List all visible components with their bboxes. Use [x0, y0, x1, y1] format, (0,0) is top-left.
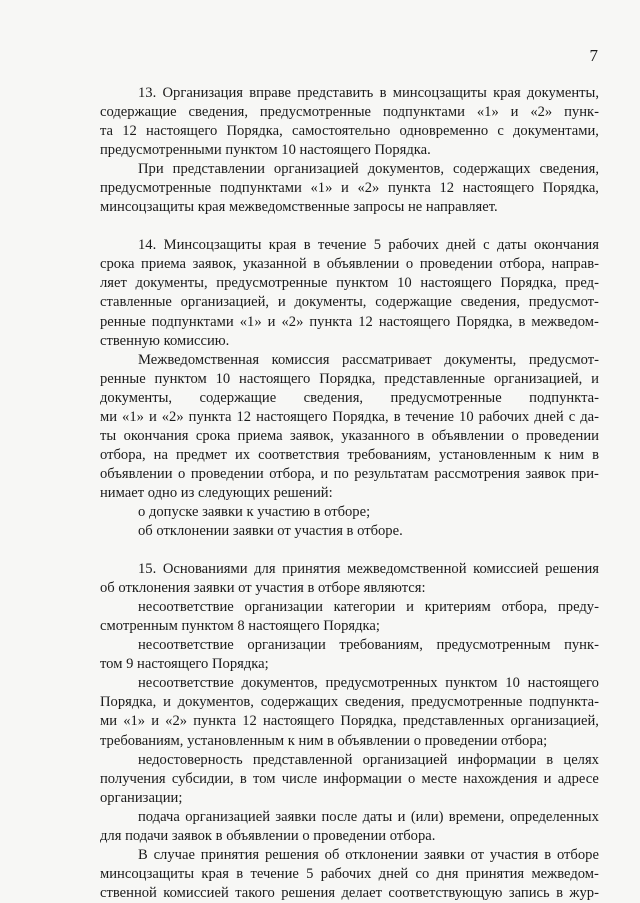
word: комиссией — [473, 561, 539, 578]
word: ми — [100, 408, 118, 425]
word: случае — [153, 846, 195, 863]
word: предмет — [176, 446, 227, 463]
word: направ- — [551, 256, 599, 273]
word: категории — [333, 599, 396, 616]
word: документы, — [100, 389, 173, 406]
word: течение — [317, 237, 367, 254]
word: рабочих — [388, 237, 439, 254]
word: даты — [496, 237, 527, 254]
text-line — [100, 179, 599, 198]
text-line — [100, 674, 599, 693]
text-line — [100, 313, 599, 332]
word: срока — [100, 256, 135, 273]
text-line — [100, 408, 599, 427]
text-line — [100, 770, 599, 789]
word: настоящего — [462, 180, 535, 197]
word: с — [497, 123, 504, 140]
word: решения — [264, 846, 319, 863]
word: дней — [534, 408, 564, 425]
word: приема — [237, 427, 283, 444]
word: предусмотренные — [411, 694, 523, 711]
word: минсоцзащиты — [100, 865, 195, 882]
paragraph-gap — [100, 217, 599, 236]
word: содержащие — [100, 104, 177, 121]
word: об — [324, 846, 340, 863]
word: в — [313, 256, 321, 273]
word: сведения, — [344, 694, 405, 711]
text-line — [100, 560, 599, 579]
word: том — [253, 770, 276, 787]
word: В — [138, 846, 148, 863]
word: организацией, — [180, 294, 270, 311]
word: сведения, — [460, 294, 521, 311]
word: Порядка, — [340, 713, 397, 730]
word: их — [234, 446, 251, 463]
word: ственной — [100, 884, 157, 901]
word: ним — [559, 446, 585, 463]
word: 12 — [358, 313, 373, 330]
word: межведомственной — [347, 561, 467, 578]
word: делает — [341, 884, 382, 901]
word: в — [379, 85, 387, 101]
word: о — [405, 256, 414, 273]
word: межведом- — [531, 865, 599, 882]
word: отбора, — [499, 256, 545, 273]
word: «1» — [310, 180, 333, 197]
word: настоящего — [239, 370, 311, 387]
word: настоящего — [527, 675, 599, 692]
text-line — [100, 598, 599, 617]
word: несоответствие — [138, 599, 234, 616]
word: настоящего — [145, 123, 218, 140]
word: приема — [141, 256, 187, 273]
word: одновременно — [399, 123, 489, 140]
word: края — [493, 85, 521, 101]
word: организацией — [362, 751, 448, 768]
word: сведения, — [303, 389, 364, 406]
word: недостоверность — [138, 751, 243, 768]
text-line — [100, 160, 599, 179]
word: подача — [138, 808, 180, 825]
word: проведении — [190, 465, 264, 482]
word: Межведомственная — [138, 351, 260, 368]
word: отбора, — [501, 599, 548, 616]
word: представлении — [172, 161, 265, 178]
word: края — [268, 237, 297, 254]
word: и — [591, 370, 599, 387]
word: требованиям, — [339, 637, 423, 654]
word: «1» — [122, 408, 144, 425]
word: подпунктами — [219, 180, 302, 197]
word: и — [151, 713, 160, 730]
word: нахождения — [463, 770, 538, 787]
word: документы, — [526, 85, 599, 101]
word: При — [138, 161, 164, 178]
word: для — [254, 561, 276, 578]
word: целях — [563, 751, 599, 768]
word: ставленные — [100, 294, 172, 311]
text-line: для подачи заявок в объявлении о проведении отбора. — [100, 827, 436, 844]
word: Основаниями — [162, 561, 248, 578]
word: 10 — [459, 408, 474, 425]
word: содержащие — [199, 389, 277, 406]
document-body — [100, 84, 599, 903]
word: и — [510, 104, 519, 121]
word: участия — [489, 846, 539, 863]
word: комиссия — [271, 351, 330, 368]
word: ренные — [100, 370, 146, 387]
word: минсоцзащиты — [392, 85, 487, 101]
word: 12 — [122, 123, 137, 140]
word: «2» — [281, 313, 304, 330]
word: решения — [545, 561, 599, 578]
text-line — [100, 122, 599, 141]
word: в — [592, 446, 599, 463]
word: подпункта- — [529, 389, 599, 406]
word: «1» — [239, 313, 262, 330]
text-line: нимает одно из следующих решений: — [100, 484, 333, 501]
word: проведении — [526, 427, 599, 444]
word: организацией — [273, 161, 359, 178]
text-line — [100, 427, 599, 446]
word: заявок — [525, 465, 566, 482]
word: к — [544, 446, 552, 463]
word: самостоятельно — [291, 123, 391, 140]
word: организацией, — [510, 713, 599, 730]
word: содержащие — [375, 294, 452, 311]
word: информации — [457, 751, 537, 768]
word: документы, — [294, 294, 367, 311]
word: жур- — [569, 884, 599, 901]
word: и — [341, 180, 349, 197]
word: с — [483, 237, 490, 254]
word: «1» — [123, 713, 146, 730]
word: «2» — [161, 408, 184, 425]
word: да- — [580, 408, 599, 425]
word: подпункта- — [529, 694, 599, 711]
word: Минсоцзащиты — [163, 237, 262, 254]
word: настоящего — [420, 275, 492, 292]
word: пунктом — [445, 675, 498, 692]
word: решения — [281, 884, 336, 901]
word: организацией, — [493, 370, 583, 387]
word: в — [544, 846, 552, 863]
word: 12 — [236, 408, 252, 425]
word: преду- — [557, 599, 599, 616]
word: на — [153, 446, 168, 463]
word: заявок, — [192, 256, 237, 273]
word: 10 — [505, 675, 520, 692]
word: 10 — [215, 370, 231, 387]
text-line — [100, 465, 599, 484]
word: окончания — [123, 427, 189, 444]
word: сведения, — [188, 104, 248, 121]
word: несоответствие — [138, 637, 234, 654]
word: предусмотренных — [325, 675, 438, 692]
word: пунктом — [154, 370, 207, 387]
text-line — [100, 370, 599, 389]
word: Порядка, — [226, 123, 283, 140]
word: содержащих — [453, 161, 531, 178]
word: предусмотренные — [259, 104, 372, 121]
word: 10 — [397, 275, 412, 292]
text-line — [100, 236, 599, 255]
word: дней — [446, 237, 476, 254]
word: предусмотренные — [390, 389, 502, 406]
text-line — [100, 712, 599, 731]
text-line — [100, 751, 599, 770]
word: при- — [571, 465, 599, 482]
word: предусмот- — [528, 351, 599, 368]
word: месте — [421, 770, 457, 787]
word: и — [543, 770, 552, 787]
word: заявки — [423, 846, 465, 863]
word: представить — [297, 85, 374, 101]
text-line — [100, 636, 599, 655]
word: пункта — [309, 313, 353, 330]
word: получения — [100, 770, 166, 787]
word: пунк- — [564, 637, 599, 654]
text-line — [100, 274, 599, 293]
word: информации — [323, 770, 402, 787]
word: срока — [195, 427, 231, 444]
word: подпунктами — [382, 104, 465, 121]
text-line — [100, 865, 599, 884]
text-line — [100, 884, 599, 903]
word: принятия — [200, 846, 260, 863]
word: отбора, — [100, 446, 146, 463]
word: в — [518, 313, 526, 330]
word: документов, — [177, 694, 254, 711]
word: и — [148, 408, 157, 425]
word: адресе — [557, 770, 599, 787]
word: запись — [508, 884, 550, 901]
word: организации — [244, 599, 323, 616]
word: организации — [247, 637, 326, 654]
word: от — [470, 846, 485, 863]
word: представленных — [402, 713, 505, 730]
word: предусмотренным — [436, 637, 551, 654]
word: (или) — [410, 808, 444, 825]
word: Порядка, — [542, 180, 599, 197]
word: рабочих — [478, 408, 530, 425]
word: определенных — [509, 808, 599, 825]
word: о — [178, 465, 186, 482]
word: несоответствие — [138, 675, 234, 692]
text-line — [100, 255, 599, 274]
word: пред- — [565, 275, 599, 292]
word: о — [511, 427, 519, 444]
text-line: том 9 настоящего Порядка; — [100, 656, 269, 673]
word: окончания — [534, 237, 599, 254]
word: времени, — [448, 808, 505, 825]
word: установленным — [438, 446, 537, 463]
word: 13. — [138, 85, 157, 101]
word: принятия — [282, 561, 341, 578]
word: критериям — [424, 599, 491, 616]
word: настоящего — [256, 408, 328, 425]
word: даты — [362, 808, 393, 825]
text-line — [100, 293, 599, 312]
word: рассмотрения — [434, 465, 520, 482]
word: ренные — [100, 313, 146, 330]
word: объявлении — [431, 427, 505, 444]
word: та — [100, 123, 114, 140]
word: представленной — [252, 751, 353, 768]
word: субсидии, — [171, 770, 234, 787]
word: отборе — [556, 846, 599, 863]
word: и — [406, 599, 414, 616]
word: такого — [235, 884, 275, 901]
word: 15. — [138, 561, 157, 578]
word: рабочих — [320, 865, 372, 882]
text-line — [100, 103, 599, 122]
word: в — [303, 237, 311, 254]
text-line: смотренным пунктом 8 настоящего Порядка; — [100, 618, 380, 635]
text-line: предусмотренными пунктом 10 настоящего Порядка. — [100, 142, 431, 159]
word: течение — [250, 865, 299, 882]
text-line: организации; — [100, 789, 183, 806]
text-line: ственную комиссию. — [100, 332, 230, 349]
word: числе — [281, 770, 318, 787]
word: «2» — [357, 180, 380, 197]
word: в — [417, 427, 425, 444]
word: отклонении — [345, 846, 419, 863]
page-number: 7 — [589, 46, 598, 65]
word: течение — [405, 408, 455, 425]
word: настоящего — [378, 313, 451, 330]
word: вправе — [249, 85, 292, 101]
word: соответствующую — [388, 884, 503, 901]
word: со — [415, 865, 430, 882]
text-line: об отклонении заявки от участия в отборе. — [138, 523, 403, 540]
word: по — [333, 465, 349, 482]
word: в — [236, 865, 244, 882]
word: Организация — [162, 85, 243, 101]
word: результатам — [354, 465, 429, 482]
word: указанного — [341, 427, 410, 444]
word: и — [267, 313, 276, 330]
word: комиссией — [163, 884, 229, 901]
word: с — [568, 408, 576, 425]
text-line: об отклонения заявки от участия в отборе являются: — [100, 580, 426, 597]
word: проведении — [419, 256, 493, 273]
word: соответствия — [258, 446, 340, 463]
word: предусмот- — [528, 294, 599, 311]
word: заявок, — [290, 427, 334, 444]
word: пунк- — [564, 104, 599, 121]
word: организацией — [185, 808, 271, 825]
word: в — [556, 884, 563, 901]
word: 12 — [242, 713, 257, 730]
word: пункта — [188, 408, 232, 425]
word: документов, — [367, 161, 445, 178]
word: Порядка, — [332, 408, 389, 425]
word: о — [408, 770, 416, 787]
word: объявлении — [326, 256, 400, 273]
word: документами, — [512, 123, 599, 140]
word: края — [201, 865, 229, 882]
word: подпунктами — [151, 313, 234, 330]
word: документы, — [444, 351, 517, 368]
paragraph-gap — [100, 541, 599, 560]
text-line — [100, 351, 599, 370]
word: предусмотренные — [216, 275, 328, 292]
word: Порядка, — [500, 275, 557, 292]
word: в — [239, 770, 247, 787]
word: ты — [100, 427, 117, 444]
word: в — [393, 408, 401, 425]
word: заявки — [275, 808, 317, 825]
word: «1» — [476, 104, 499, 121]
word: предусмотренные — [100, 180, 212, 197]
word: сведения, — [539, 161, 599, 178]
word: принятия — [465, 865, 525, 882]
text-line — [100, 808, 599, 827]
word: требованиям, — [347, 446, 431, 463]
word: ми — [100, 713, 118, 730]
text-line — [100, 693, 599, 712]
word: после — [321, 808, 358, 825]
text-line — [100, 389, 599, 408]
word: документов, — [241, 675, 318, 692]
text-line — [100, 84, 599, 103]
word: пункта — [387, 180, 431, 197]
word: 5 — [373, 237, 381, 254]
word: пунктом — [336, 275, 389, 292]
word: и — [320, 465, 329, 482]
word: представленные — [384, 370, 485, 387]
word: рассматривает — [342, 351, 432, 368]
word: «2» — [530, 104, 553, 121]
word: пункта — [193, 713, 237, 730]
word: 5 — [306, 865, 314, 882]
word: настоящего — [262, 713, 335, 730]
word: ляет — [100, 275, 127, 292]
word: документы, — [135, 275, 208, 292]
text-line — [100, 446, 599, 465]
word: дней — [378, 865, 409, 882]
word: и — [277, 294, 286, 311]
word: и — [163, 694, 171, 711]
word: Порядка, — [100, 694, 157, 711]
word: Порядка, — [319, 370, 376, 387]
word: и — [397, 808, 406, 825]
text-line: о допуске заявки к участию в отборе; — [138, 503, 371, 520]
word: отбора, — [269, 465, 315, 482]
word: содержащих — [260, 694, 339, 711]
word: межведом- — [531, 313, 599, 330]
word: Порядка, — [456, 313, 513, 330]
word: «2» — [165, 713, 188, 730]
word: 14. — [138, 237, 157, 254]
text-line — [100, 846, 599, 865]
text-line: требованиям, установленным к ним в объявлении о проведении отбора; — [100, 732, 548, 749]
text-line: минсоцзащиты края межведомственные запросы не направляет. — [100, 199, 498, 216]
word: дня — [436, 865, 459, 882]
word: указанной — [243, 256, 307, 273]
word: в — [546, 751, 554, 768]
word: объявлении — [100, 465, 173, 482]
word: 12 — [439, 180, 455, 197]
